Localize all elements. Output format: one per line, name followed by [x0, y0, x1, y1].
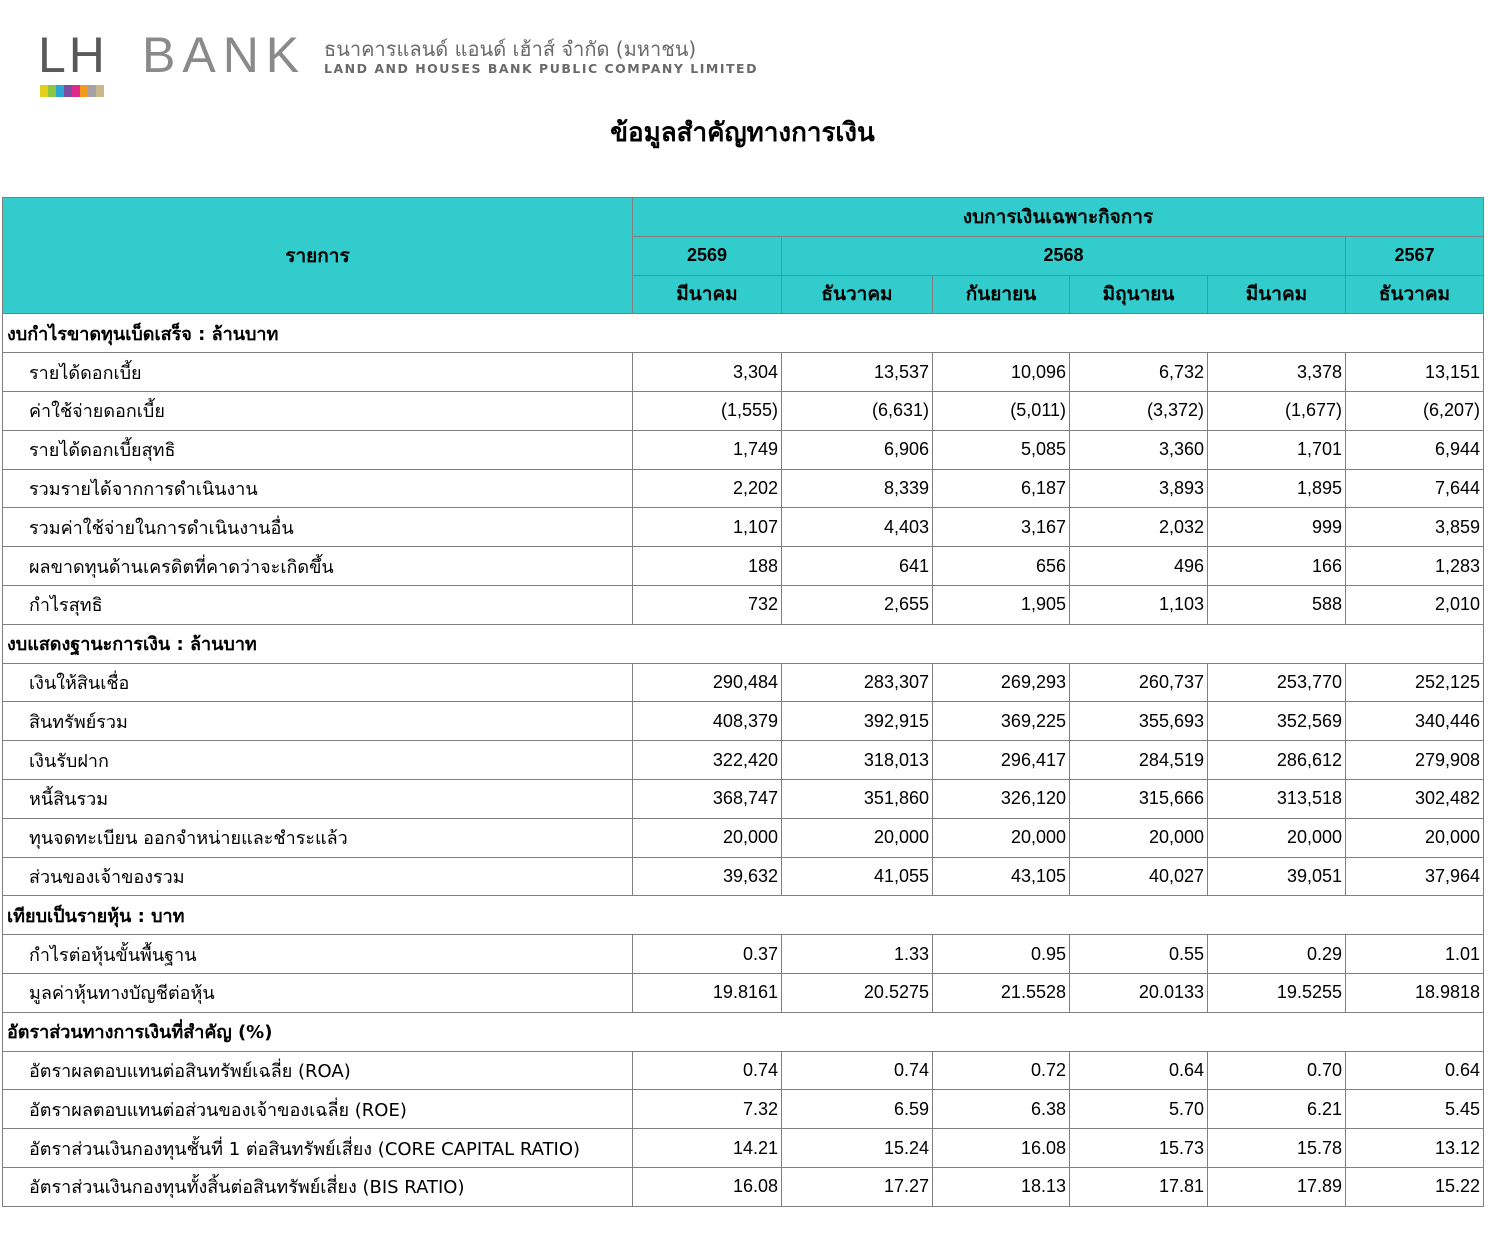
row-value: 1.01	[1346, 935, 1484, 974]
row-value: 15.24	[782, 1129, 933, 1168]
row-value: 8,339	[782, 469, 933, 508]
row-value: 0.64	[1346, 1051, 1484, 1090]
row-value: 41,055	[782, 857, 933, 896]
row-value: 15.73	[1070, 1129, 1208, 1168]
row-value: 0.74	[782, 1051, 933, 1090]
row-value: 20,000	[1346, 818, 1484, 857]
row-value: 15.22	[1346, 1167, 1484, 1206]
row-value: 6,906	[782, 430, 933, 469]
stripe-segment	[88, 85, 96, 97]
row-value: 269,293	[933, 663, 1070, 702]
row-value: 0.74	[633, 1051, 782, 1090]
row-label: อัตราผลตอบแทนต่อส่วนของเจ้าของเฉลี่ย (ROE)	[3, 1090, 633, 1129]
row-value: 7,644	[1346, 469, 1484, 508]
row-value: 1,905	[933, 585, 1070, 624]
table-row	[3, 469, 1484, 508]
row-value: 17.89	[1208, 1167, 1346, 1206]
row-value: 352,569	[1208, 702, 1346, 741]
row-label: เงินให้สินเชื่อ	[3, 663, 633, 702]
table-row	[3, 585, 1484, 624]
row-value: 3,167	[933, 508, 1070, 547]
row-value: 283,307	[782, 663, 933, 702]
row-label: อัตราส่วนเงินกองทุนชั้นที่ 1 ต่อสินทรัพย์เสี่ยง (CORE CAPITAL RATIO)	[3, 1129, 633, 1168]
month-header: กันยายน	[933, 275, 1070, 314]
row-value: 3,893	[1070, 469, 1208, 508]
table-row	[3, 391, 1484, 430]
row-value: 340,446	[1346, 702, 1484, 741]
section-row	[3, 1012, 1484, 1051]
row-value: (1,677)	[1208, 391, 1346, 430]
row-label: สินทรัพย์รวม	[3, 702, 633, 741]
statement-group-header: งบการเงินเฉพาะกิจการ	[633, 198, 1484, 237]
month-header: มิถุนายน	[1070, 275, 1208, 314]
row-value: 1,895	[1208, 469, 1346, 508]
month-header: มีนาคม	[1208, 275, 1346, 314]
table-header	[3, 198, 1484, 314]
table-row	[3, 1090, 1484, 1129]
year-header: 2567	[1346, 236, 1484, 275]
section-title: งบแสดงฐานะการเงิน : ล้านบาท	[3, 624, 1484, 663]
row-value: 369,225	[933, 702, 1070, 741]
row-value: 2,032	[1070, 508, 1208, 547]
row-value: (1,555)	[633, 391, 782, 430]
row-value: 37,964	[1346, 857, 1484, 896]
row-value: 18.13	[933, 1167, 1070, 1206]
table-row	[3, 741, 1484, 780]
row-value: 322,420	[633, 741, 782, 780]
row-value: 2,010	[1346, 585, 1484, 624]
row-value: 0.55	[1070, 935, 1208, 974]
financial-table	[2, 197, 1484, 1207]
row-value: 20,000	[1208, 818, 1346, 857]
row-value: 39,632	[633, 857, 782, 896]
table-row	[3, 353, 1484, 392]
row-value: 16.08	[933, 1129, 1070, 1168]
row-value: 999	[1208, 508, 1346, 547]
lh-bank-logo	[38, 27, 758, 100]
section-row	[3, 624, 1484, 663]
row-value: 279,908	[1346, 741, 1484, 780]
section-row	[3, 314, 1484, 353]
row-value: 7.32	[633, 1090, 782, 1129]
section-title: เทียบเป็นรายหุ้น : บาท	[3, 896, 1484, 935]
row-label: อัตราส่วนเงินกองทุนทั้งสิ้นต่อสินทรัพย์เสี่ยง (BIS RATIO)	[3, 1167, 633, 1206]
row-value: 0.29	[1208, 935, 1346, 974]
row-label: กำไรต่อหุ้นขั้นพื้นฐาน	[3, 935, 633, 974]
table-row	[3, 430, 1484, 469]
row-value: 1,283	[1346, 547, 1484, 586]
row-value: 368,747	[633, 779, 782, 818]
row-value: 4,403	[782, 508, 933, 547]
row-label: เงินรับฝาก	[3, 741, 633, 780]
row-value: 43,105	[933, 857, 1070, 896]
stripe-segment	[64, 85, 72, 97]
row-value: 286,612	[1208, 741, 1346, 780]
stripe-segment	[56, 85, 64, 97]
row-value: 0.70	[1208, 1051, 1346, 1090]
row-label: ค่าใช้จ่ายดอกเบี้ย	[3, 391, 633, 430]
row-value: 17.27	[782, 1167, 933, 1206]
row-label: รายได้ดอกเบี้ยสุทธิ	[3, 430, 633, 469]
row-value: 351,860	[782, 779, 933, 818]
row-value: 392,915	[782, 702, 933, 741]
row-value: (5,011)	[933, 391, 1070, 430]
table-row	[3, 935, 1484, 974]
table-row	[3, 973, 1484, 1012]
row-value: 1.33	[782, 935, 933, 974]
row-value: 19.5255	[1208, 973, 1346, 1012]
row-value: 20,000	[633, 818, 782, 857]
logo-lh-text: LH	[38, 27, 108, 83]
month-header: ธันวาคม	[782, 275, 933, 314]
row-value: 3,859	[1346, 508, 1484, 547]
row-value: (6,207)	[1346, 391, 1484, 430]
row-value: 656	[933, 547, 1070, 586]
section-title: งบกำไรขาดทุนเบ็ดเสร็จ : ล้านบาท	[3, 314, 1484, 353]
table-row	[3, 508, 1484, 547]
row-value: 3,360	[1070, 430, 1208, 469]
row-value: 1,107	[633, 508, 782, 547]
row-value: 40,027	[1070, 857, 1208, 896]
row-value: 13.12	[1346, 1129, 1484, 1168]
row-value: 6,732	[1070, 353, 1208, 392]
row-value: 1,701	[1208, 430, 1346, 469]
header-row-group	[3, 198, 1484, 237]
row-value: 16.08	[633, 1167, 782, 1206]
row-value: 13,537	[782, 353, 933, 392]
row-value: 315,666	[1070, 779, 1208, 818]
row-value: 318,013	[782, 741, 933, 780]
row-value: 496	[1070, 547, 1208, 586]
row-value: 296,417	[933, 741, 1070, 780]
row-value: 5.70	[1070, 1090, 1208, 1129]
stripe-segment	[40, 85, 48, 97]
row-value: 10,096	[933, 353, 1070, 392]
row-value: 284,519	[1070, 741, 1208, 780]
row-label: ทุนจดทะเบียน ออกจำหน่ายและชำระแล้ว	[3, 818, 633, 857]
row-value: 20,000	[1070, 818, 1208, 857]
row-value: 20.5275	[782, 973, 933, 1012]
row-value: 0.64	[1070, 1051, 1208, 1090]
section-row	[3, 896, 1484, 935]
row-value: 0.95	[933, 935, 1070, 974]
logo-color-stripe	[40, 85, 104, 97]
row-value: 0.37	[633, 935, 782, 974]
row-value: 1,749	[633, 430, 782, 469]
table-row	[3, 663, 1484, 702]
row-label: กำไรสุทธิ	[3, 585, 633, 624]
row-value: 2,202	[633, 469, 782, 508]
row-value: 6.38	[933, 1090, 1070, 1129]
year-header: 2569	[633, 236, 782, 275]
stripe-segment	[72, 85, 80, 97]
row-value: 6,944	[1346, 430, 1484, 469]
row-value: 313,518	[1208, 779, 1346, 818]
row-value: 3,378	[1208, 353, 1346, 392]
year-header: 2568	[782, 236, 1346, 275]
row-value: 20,000	[933, 818, 1070, 857]
row-value: (6,631)	[782, 391, 933, 430]
row-value: 5,085	[933, 430, 1070, 469]
section-title: อัตราส่วนทางการเงินที่สำคัญ (%)	[3, 1012, 1484, 1051]
row-value: 0.72	[933, 1051, 1070, 1090]
row-value: 19.8161	[633, 973, 782, 1012]
table-row	[3, 702, 1484, 741]
row-value: 326,120	[933, 779, 1070, 818]
row-value: 6.21	[1208, 1090, 1346, 1129]
row-label: รวมค่าใช้จ่ายในการดำเนินงานอื่น	[3, 508, 633, 547]
row-label: รวมรายได้จากการดำเนินงาน	[3, 469, 633, 508]
table-row	[3, 779, 1484, 818]
row-value: 15.78	[1208, 1129, 1346, 1168]
row-value: 14.21	[633, 1129, 782, 1168]
month-header: มีนาคม	[633, 275, 782, 314]
row-value: (3,372)	[1070, 391, 1208, 430]
row-label: ส่วนของเจ้าของรวม	[3, 857, 633, 896]
item-column-header: รายการ	[3, 198, 633, 314]
month-header: ธันวาคม	[1346, 275, 1484, 314]
row-value: 290,484	[633, 663, 782, 702]
row-value: 39,051	[1208, 857, 1346, 896]
row-value: 2,655	[782, 585, 933, 624]
row-value: 355,693	[1070, 702, 1208, 741]
table-row	[3, 1167, 1484, 1206]
table-row	[3, 547, 1484, 586]
row-label: มูลค่าหุ้นทางบัญชีต่อหุ้น	[3, 973, 633, 1012]
row-value: 253,770	[1208, 663, 1346, 702]
table-body	[3, 314, 1484, 1206]
row-value: 732	[633, 585, 782, 624]
row-value: 20.0133	[1070, 973, 1208, 1012]
row-value: 260,737	[1070, 663, 1208, 702]
row-value: 20,000	[782, 818, 933, 857]
row-value: 17.81	[1070, 1167, 1208, 1206]
row-value: 252,125	[1346, 663, 1484, 702]
logo-thai-name: ธนาคารแลนด์ แอนด์ เฮ้าส์ จำกัด (มหาชน)	[324, 37, 697, 61]
row-value: 13,151	[1346, 353, 1484, 392]
row-label: ผลขาดทุนด้านเครดิตที่คาดว่าจะเกิดขึ้น	[3, 547, 633, 586]
row-value: 1,103	[1070, 585, 1208, 624]
table-row	[3, 857, 1484, 896]
row-value: 6.59	[782, 1090, 933, 1129]
page-title: ข้อมูลสำคัญทางการเงิน	[610, 118, 875, 148]
row-value: 588	[1208, 585, 1346, 624]
table-row	[3, 818, 1484, 857]
row-label: หนี้สินรวม	[3, 779, 633, 818]
row-value: 166	[1208, 547, 1346, 586]
row-label: รายได้ดอกเบี้ย	[3, 353, 633, 392]
table-row	[3, 1129, 1484, 1168]
row-value: 188	[633, 547, 782, 586]
stripe-segment	[96, 85, 104, 97]
logo-bank-text: BANK	[142, 27, 307, 83]
row-value: 302,482	[1346, 779, 1484, 818]
row-value: 18.9818	[1346, 973, 1484, 1012]
row-label: อัตราผลตอบแทนต่อสินทรัพย์เฉลี่ย (ROA)	[3, 1051, 633, 1090]
row-value: 5.45	[1346, 1090, 1484, 1129]
row-value: 3,304	[633, 353, 782, 392]
table-row	[3, 1051, 1484, 1090]
stripe-segment	[80, 85, 88, 97]
row-value: 408,379	[633, 702, 782, 741]
row-value: 6,187	[933, 469, 1070, 508]
logo-english-name: LAND AND HOUSES BANK PUBLIC COMPANY LIMITED	[324, 61, 758, 76]
row-value: 21.5528	[933, 973, 1070, 1012]
row-value: 641	[782, 547, 933, 586]
stripe-segment	[48, 85, 56, 97]
